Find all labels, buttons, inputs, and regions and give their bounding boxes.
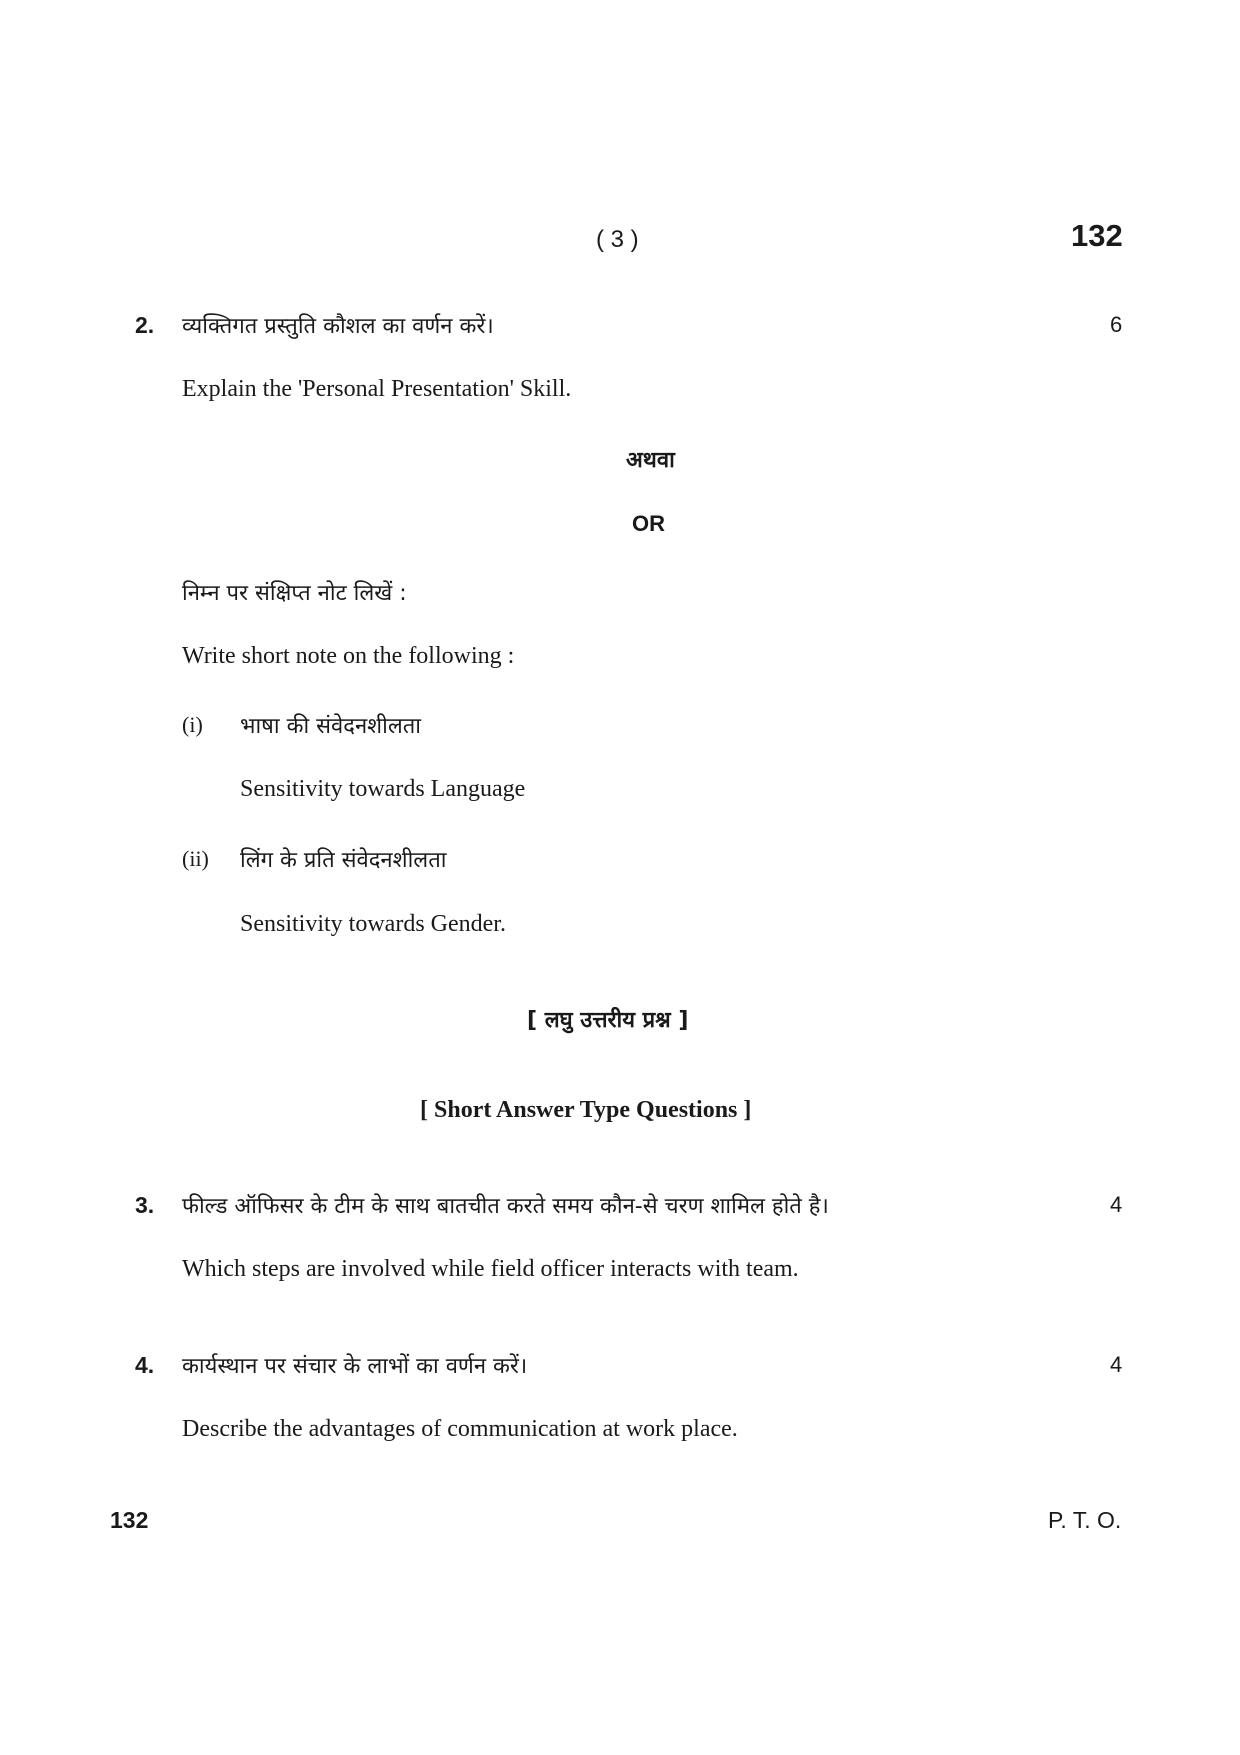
- question-marks: 4: [1110, 1352, 1123, 1377]
- paper-code-footer: 132: [110, 1507, 149, 1533]
- pto-label: P. T. O.: [1048, 1507, 1122, 1533]
- sub-item-english: Sensitivity towards Language: [240, 776, 526, 802]
- alternate-question-english: Write short note on the following :: [182, 643, 515, 669]
- question-text-english: Describe the advantages of communication at work place.: [182, 1416, 738, 1442]
- question-text-english: Which steps are involved while field officer interacts with team.: [182, 1256, 799, 1282]
- question-number: 4.: [135, 1352, 155, 1378]
- question-text-hindi: कार्यस्थान पर संचार के लाभों का वर्णन करें।: [182, 1354, 528, 1379]
- page-number: ( 3 ): [596, 226, 639, 253]
- or-label-english: OR: [632, 511, 665, 536]
- sub-item-label: (ii): [182, 846, 209, 871]
- sub-item-hindi: भाषा की संवेदनशीलता: [240, 714, 421, 739]
- sub-item-english: Sensitivity towards Gender.: [240, 911, 506, 937]
- question-number: 3.: [135, 1192, 155, 1218]
- section-heading-english: [ Short Answer Type Questions ]: [420, 1097, 752, 1123]
- question-marks: 6: [1110, 312, 1123, 337]
- question-text-english: Explain the 'Personal Presentation' Skill.: [182, 376, 572, 402]
- section-heading-hindi: [ लघु उत्तरीय प्रश्न ]: [527, 1008, 689, 1033]
- sub-item-hindi: लिंग के प्रति संवेदनशीलता: [240, 848, 447, 873]
- alternate-question-hindi: निम्न पर संक्षिप्त नोट लिखें :: [182, 581, 407, 606]
- question-text-hindi: व्यक्तिगत प्रस्तुति कौशल का वर्णन करें।: [182, 314, 494, 339]
- paper-code-header: 132: [1071, 218, 1123, 253]
- question-number: 2.: [135, 312, 155, 338]
- sub-item-label: (i): [182, 712, 203, 737]
- question-marks: 4: [1110, 1192, 1123, 1217]
- question-text-hindi: फील्ड ऑफिसर के टीम के साथ बातचीत करते समय कौन-से चरण शामिल होते है।: [182, 1194, 829, 1219]
- or-label-hindi: अथवा: [626, 448, 675, 473]
